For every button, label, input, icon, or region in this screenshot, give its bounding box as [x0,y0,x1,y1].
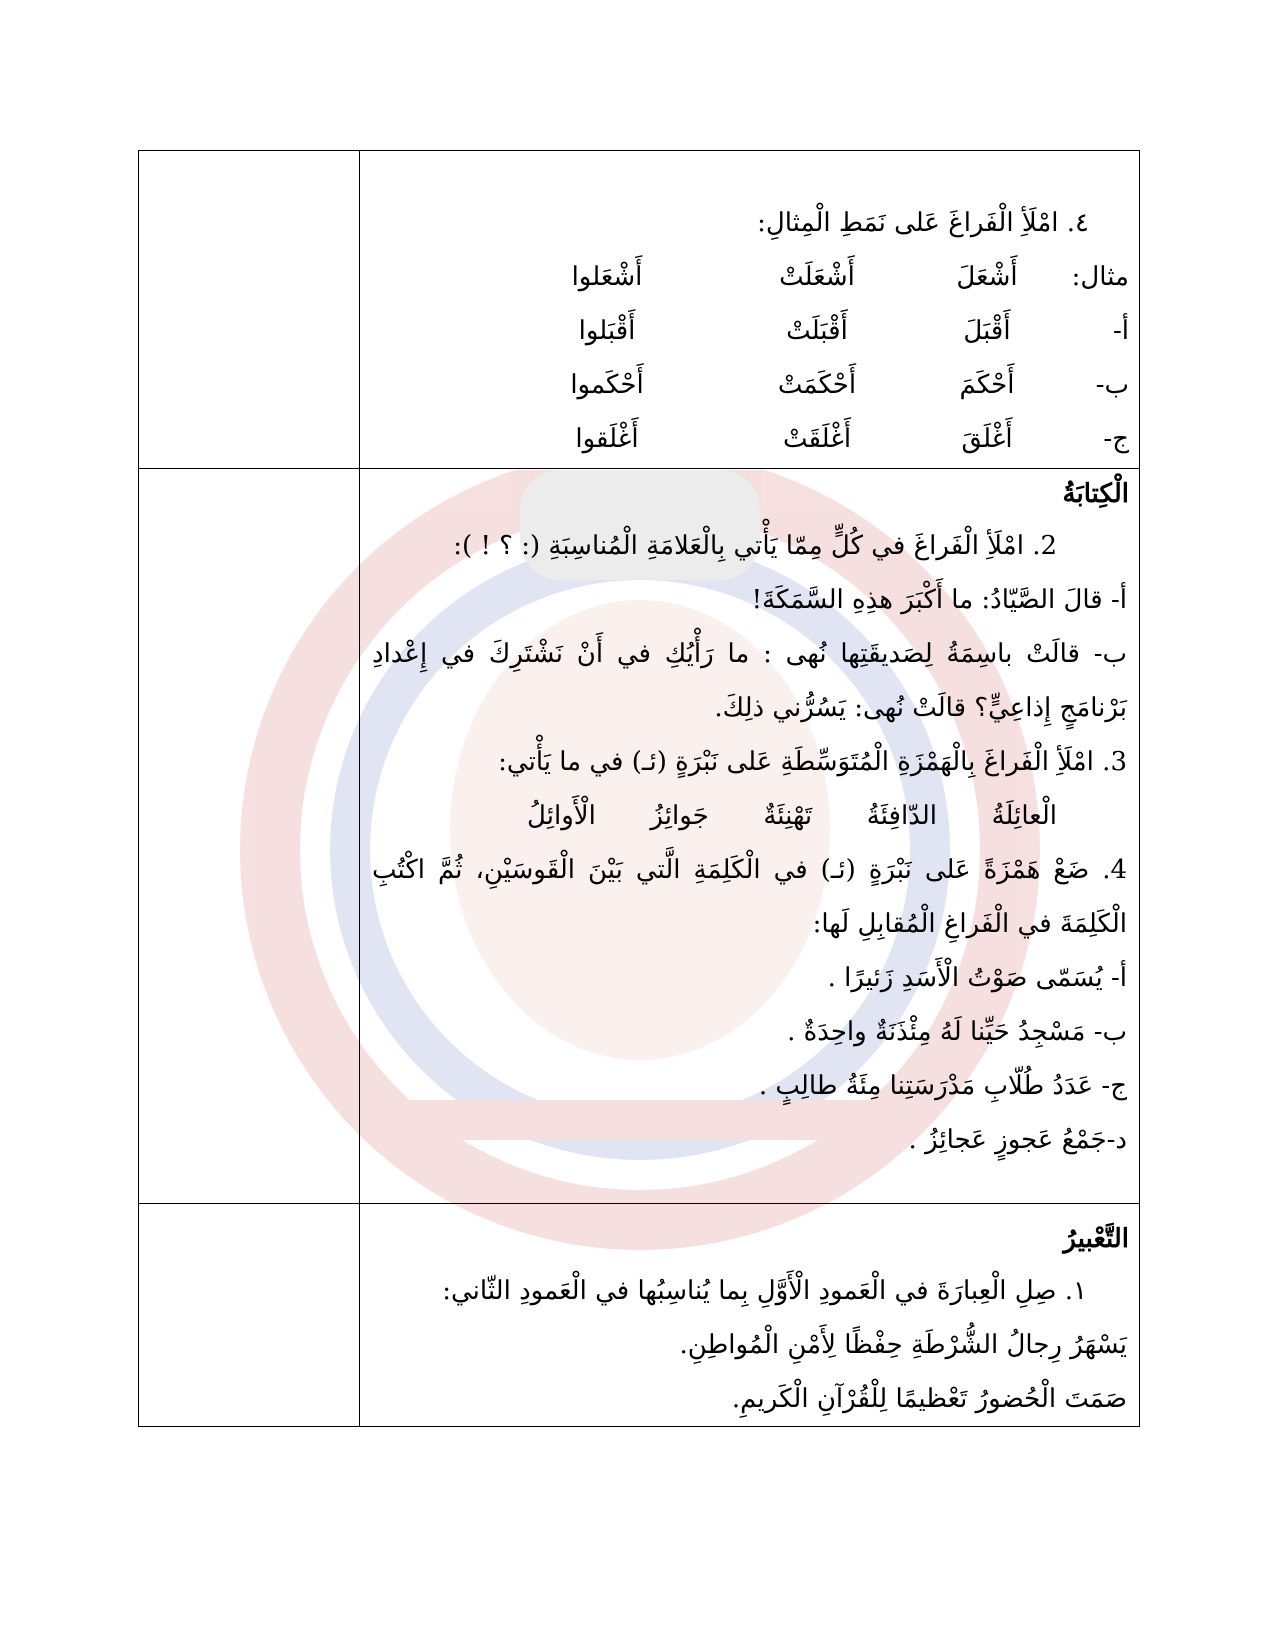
question-2-item-b: ب- قالَتْ باسِمَةُ لِصَديقَتِها نُهى : ما رَأْيُكِ في أَنْ نَشْتَرِكَ في إِعْدادِ بَرْنامَجٍ إِذاعِيٍّ؟ قالَتْ نُهى: يَسُرُّني ذلِكَ. [372,639,1127,723]
side-column-cell [139,151,360,469]
side-column-cell [139,469,360,1204]
expression-line: صَمَتَ الْحُضورُ تَعْظيمًا لِلْقُرْآنِ الْكَريمِ. [731,1384,1127,1414]
pattern-row: مثال: أَشْعَلَ أَشْعَلَتْ أَشْعَلوا [571,262,1129,292]
question-3-word-list [527,789,1057,843]
question-4-item: ب- مَسْجِدُ حَيِّنا لَهُ مِئْذَنَةٌ واحِدَةٌ . [787,1017,1127,1047]
writing-cell [360,469,1140,1204]
question-4-item: ج- عَدَدُ طُلّابِ مَدْرَسَتِنا مِئَةُ طالِبٍ . [758,1071,1127,1101]
pattern-row: أ- أَقْبَلَ أَقْبَلَتْ أَقْبَلوا [578,316,1129,346]
word-item: تَهْنِئَةٌ [763,801,813,831]
question-4-item: أ- يُسَمّى صَوْتُ الْأَسَدِ زَئيرًا . [827,963,1127,993]
question-3-title: 3. امْلَأِ الْفَراغَ بِالْهَمْزَةِ الْمُتَوَسِّطَةِ عَلى نَبْرَةٍ (ئـ) في ما يَأْتي: [498,747,1127,777]
worksheet-table [138,150,1140,1427]
side-column-cell [139,1204,360,1427]
expression-heading: التَّعْبيرُ [1063,1224,1129,1254]
word-item: الدّافِئَةُ [866,801,937,831]
question-4-title: 4. ضَعْ هَمْزَةً عَلى نَبْرَةٍ (ئـ) في الْكَلِمَةِ الَّتي بَيْنَ الْقَوسَيْنِ، ثُمَّ اكْتُبِ الْكَلِمَةَ في الْفَراغِ الْمُقابِلِ لَها: [372,855,1127,939]
pattern-grid [360,250,1139,466]
question-2-item-a: أ- قالَ الصَّيّادُ: ما أَكْبَرَ هذِهِ السَّمَكَةَ! [751,585,1127,615]
expression-question-title: ١. صِلِ الْعِبارَةَ في الْعَمودِ الْأَوَّلِ بِما يُناسِبُها في الْعَمودِ الثّاني: [442,1276,1087,1306]
question-4-item: د-جَمْعُ عَجوزٍ عَجائِزُ . [908,1125,1127,1155]
word-item: الْأَوائِلُ [527,801,596,831]
word-item: الْعائِلَةُ [991,801,1057,831]
expression-cell [360,1204,1140,1427]
word-item: جَوائِزُ [650,801,709,831]
expression-line: يَسْهَرُ رِجالُ الشُّرْطَةِ حِفْظًا لِأَمْنِ الْمُواطِنِ. [679,1330,1127,1360]
exercise-title: ٤. امْلَأِ الْفَراغَ عَلى نَمَطِ الْمِثالِ: [757,208,1089,238]
pattern-row: ب- أَحْكَمَ أَحْكَمَتْ أَحْكَموا [570,370,1129,400]
writing-heading: الْكِتابَةُ [1062,479,1129,509]
spelling-pattern-cell [360,151,1140,469]
pattern-row: ج- أَغْلَقَ أَغْلَقَتْ أَغْلَقوا [575,424,1129,454]
question-2-title: 2. امْلَأِ الْفَراغَ في كُلٍّ مِمّا يَأْتي بِالْعَلامَةِ الْمُناسِبَةِ (: ؟ ! ): [453,531,1057,561]
